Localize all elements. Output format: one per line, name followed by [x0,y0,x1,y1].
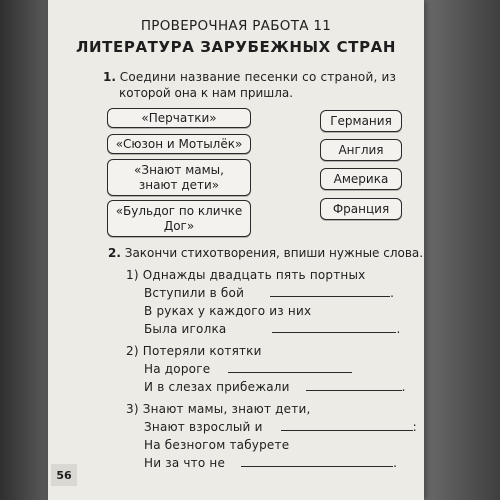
poem1-line1: 1) Однажды двадцать пять портных [126,268,366,282]
task1-number: 1. [103,70,116,84]
poem1-answer-blank-2[interactable] [272,322,396,333]
poem1-answer-blank-1[interactable] [270,286,390,297]
song-box-suzon[interactable]: «Сюзон и Мотылёк» [107,134,251,154]
poem3-line2 [144,420,417,434]
poem3-line4-dot: . [393,456,398,470]
book-spine-shadow [0,0,48,500]
poem2-line3-dot: . [401,380,406,394]
song-box-perchatki[interactable]: «Перчатки» [107,108,251,128]
poem2-line3 [144,380,406,394]
poem3-line4-text: Ни за что не [144,456,226,470]
poem2-line2 [144,362,352,376]
task1-text-line1: Соедини название песенки со страной, из [119,70,397,84]
song-box-znayut-mamy[interactable]: «Знают мамы, знают дети» [107,159,251,196]
poem1-line2-text: Вступили в бой [144,286,245,300]
country-box-france[interactable]: Франция [320,198,402,220]
poem2-line2-text: На дороге [144,362,211,376]
poem3-line4 [144,456,397,470]
poem3-answer-blank-2[interactable] [241,456,393,467]
poem1-line4-text: Была иголка [144,322,227,336]
poem3-line3: На безногом табурете [144,438,290,452]
poem1-line2 [144,286,394,300]
poem3-line1: 3) Знают мамы, знают дети, [126,402,311,416]
poem2-line1: 2) Потеряли котятки [126,344,262,358]
poem2-answer-blank-2[interactable] [306,380,402,391]
page-number: 56 [51,464,77,486]
worksheet-page [48,0,424,500]
poem2-line3-text: И в слезах прибежали [144,380,290,394]
task1-text-line2: которой она к нам пришла. [119,86,294,100]
poem3-answer-blank-1[interactable] [281,420,413,431]
country-box-germany[interactable]: Германия [320,110,402,132]
poem1-line2-dot: . [390,286,395,300]
adjacent-page-edge [424,0,500,500]
task2-text: Закончи стихотворения, впиши нужные слова. [124,246,424,260]
poem3-line2-text: Знают взрослый и [144,420,263,434]
task2-number: 2. [108,246,121,260]
poem1-line4 [144,322,401,336]
task2-instruction [108,246,423,260]
poem3-line2-colon: : [412,420,417,434]
worksheet-subtitle: ПРОВЕРОЧНАЯ РАБОТА 11 [140,18,332,34]
poem1-line3: В руках у каждого из них [144,304,312,318]
task1-instruction-line1 [103,70,396,84]
country-box-america[interactable]: Америка [320,168,402,190]
poem1-line4-dot: . [396,322,401,336]
country-box-england[interactable]: Англия [320,139,402,161]
worksheet-title: ЛИТЕРАТУРА ЗАРУБЕЖНЫХ СТРАН [75,38,397,56]
song-box-buldog[interactable]: «Бульдог по кличке Дог» [107,200,251,237]
poem2-answer-blank-1[interactable] [228,362,352,373]
